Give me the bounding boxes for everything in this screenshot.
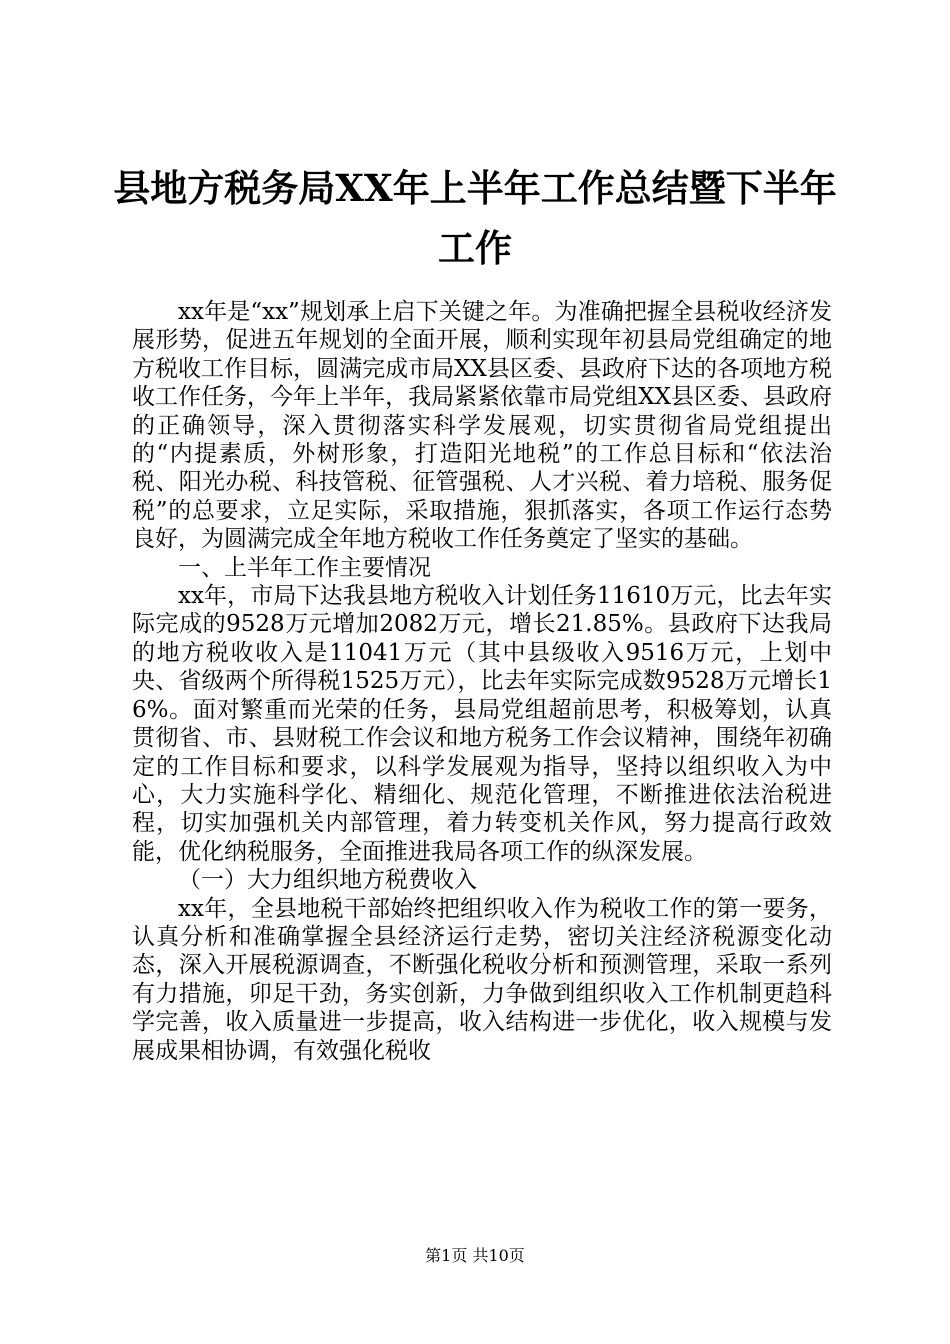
paragraph-revenue-work: xx年，全县地税干部始终把组织收入作为税收工作的第一要务，认真分析和准确掌握全县经济运行走势，密切关注经济税源变化动态，深入开展税源调查，不断强化税收分析和预测管理，采取一系列有力措施，卯足干劲，务实创新，力争做到组织收入工作机制更趋科学完善，收入质量进一步提高，收入结构进一步优化，收入规模与发展成果相协调，有效强化税收 (132, 895, 832, 1064)
page-footer: 第1页 共10页 (425, 1246, 525, 1265)
paragraph-revenue-plan: xx年，市局下达我县地方税收入计划任务11610万元，比去年实际完成的9528万元增加2082万元，增长21.85%。县政府下达我局的地方税收收入是11041万元（其中县级收入9516万元，上划中央、省级两个所得税1525万元），比去年实际完成数9528万元增长16%。面对繁重而光荣的任务，县局党组超前思考，积极筹划，认真贯彻省、市、县财税工作会议和地方税务工作会议精神，围绕年初确定的工作目标和要求，以科学发展观为指导，坚持以组织收入为中心，大力实施科学化、精细化、规范化管理，不断推进依法治税进程，切实加强机关内部管理，着力转变机关作风，努力提高行政效能，优化纳税服务，全面推进我局各项工作的纵深发展。 (132, 583, 832, 865)
section-heading-1: 一、上半年工作主要情况 (178, 554, 431, 581)
document-title: 县地方税务局XX年上半年工作总结暨下半年工作 (113, 166, 837, 270)
subsection-heading-1: （一）大力组织地方税费收入 (178, 867, 477, 894)
document-body (132, 298, 832, 1065)
paragraph-intro: xx年是“xx”规划承上启下关键之年。为准确把握全县税收经济发展形势，促进五年规划的全面开展，顺利实现年初县局党组确定的地方税收工作目标，圆满完成市局XX县区委、县政府下达的各项地方税收工作任务，今年上半年，我局紧紧依靠市局党组XX县区委、县政府的正确领导，深入贯彻落实科学发展观，切实贯彻省局党组提出的“内提素质，外树形象，打造阳光地税”的工作总目标和“依法治税、阳光办税、科技管税、征管强税、人才兴税、着力培税、服务促税”的总要求，立足实际，采取措施，狠抓落实，各项工作运行态势良好，为圆满完成全年地方税收工作任务奠定了坚实的基础。 (132, 299, 832, 553)
